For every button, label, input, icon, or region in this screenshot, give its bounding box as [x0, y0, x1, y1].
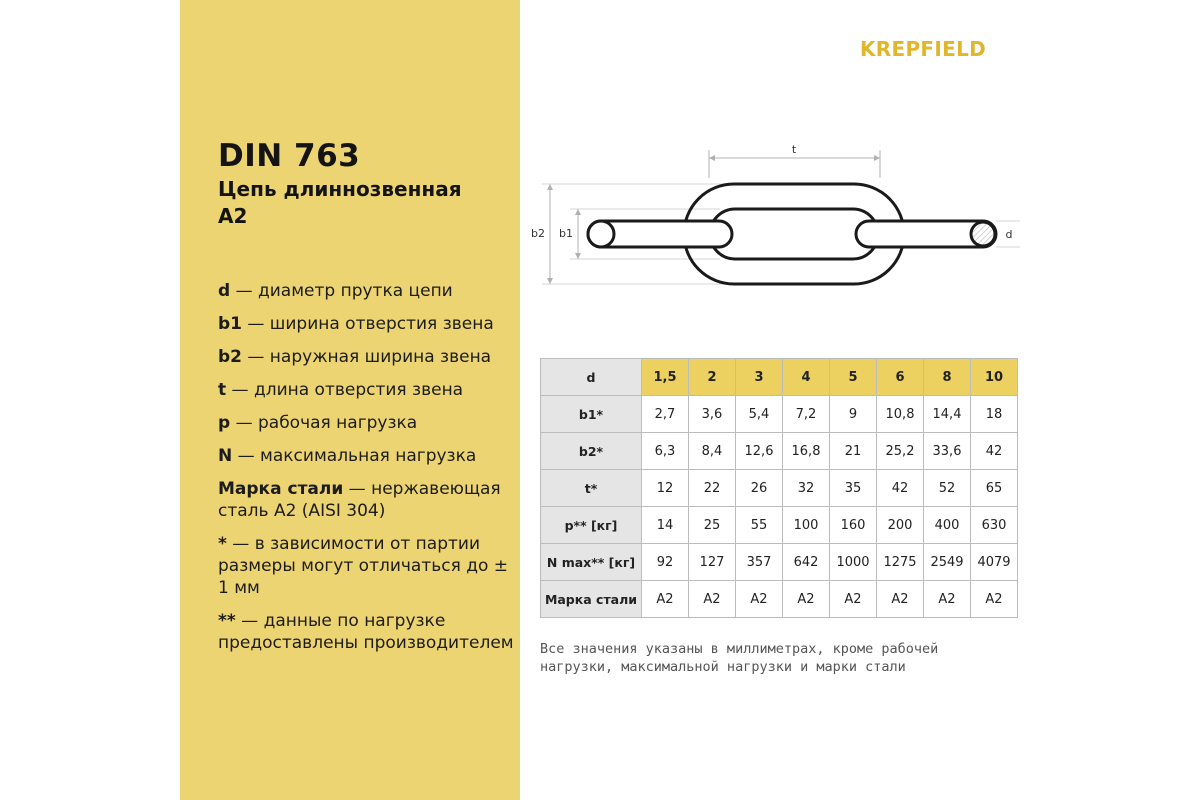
table-row	[541, 470, 1018, 507]
legend-item-star: * — в зависимости от партии размеры могут отличаться до ± 1 мм	[218, 534, 509, 598]
column-header: 5	[830, 359, 877, 396]
column-header: 4	[783, 359, 830, 396]
table-cell: 5,4	[736, 396, 783, 433]
table-row	[541, 396, 1018, 433]
legend-item-b1: b1 — ширина отверстия звена	[218, 314, 494, 334]
legend-list	[218, 280, 518, 665]
table-cell: 16,8	[783, 433, 830, 470]
table-cell: А2	[877, 581, 924, 618]
label-t: t	[791, 143, 797, 156]
dimension-d	[996, 221, 1020, 247]
row-header: b2*	[541, 433, 642, 470]
column-header: 3	[736, 359, 783, 396]
table-cell: 400	[924, 507, 971, 544]
table-cell: 1000	[830, 544, 877, 581]
table-row	[541, 433, 1018, 470]
table-cell: 10,8	[877, 396, 924, 433]
table-cell: 357	[736, 544, 783, 581]
table-cell: 3,6	[689, 396, 736, 433]
table-cell: 18	[971, 396, 1018, 433]
column-header: 10	[971, 359, 1018, 396]
row-header: b1*	[541, 396, 642, 433]
table-cell: 2,7	[642, 396, 689, 433]
table-cell: 12	[642, 470, 689, 507]
row-header: Марка стали	[541, 581, 642, 618]
table-cell: 12,6	[736, 433, 783, 470]
legend-item-n: N — максимальная нагрузка	[218, 446, 477, 466]
table-row	[541, 544, 1018, 581]
column-header: 6	[877, 359, 924, 396]
label-d: d	[1005, 228, 1013, 241]
table-cell: 32	[783, 470, 830, 507]
table-cell: 52	[924, 470, 971, 507]
table-cell: 4079	[971, 544, 1018, 581]
table-cell: 92	[642, 544, 689, 581]
column-header: 8	[924, 359, 971, 396]
table-cell: А2	[924, 581, 971, 618]
subtitle-line-2: А2	[218, 204, 248, 228]
table-cell: 200	[877, 507, 924, 544]
dimension-t	[709, 143, 880, 178]
units-note: Все значения указаны в миллиметрах, кроме рабочей нагрузки, максимальной нагрузки и марки стали	[540, 641, 939, 675]
table-cell: 160	[830, 507, 877, 544]
table-cell: 8,4	[689, 433, 736, 470]
legend-item-steel: Марка стали — нержавеющая сталь А2 (AISI 304)	[218, 479, 501, 521]
cross-section	[971, 222, 995, 246]
table-cell: А2	[642, 581, 689, 618]
chain-link-diagram	[520, 130, 1040, 300]
center-link-inner	[710, 209, 878, 259]
table-cell: 33,6	[924, 433, 971, 470]
legend-item-p: p — рабочая нагрузка	[218, 413, 418, 433]
label-b2: b2	[531, 227, 545, 240]
table-cell: 642	[783, 544, 830, 581]
table-cell: А2	[783, 581, 830, 618]
table-row	[541, 581, 1018, 618]
table-cell: 1275	[877, 544, 924, 581]
table-cell: 127	[689, 544, 736, 581]
table-cell: А2	[736, 581, 783, 618]
row-header: t*	[541, 470, 642, 507]
row-header: p** [кг]	[541, 507, 642, 544]
table-cell: 2549	[924, 544, 971, 581]
table-cell: 65	[971, 470, 1018, 507]
table-cell: А2	[830, 581, 877, 618]
page-title: DIN 763	[218, 138, 361, 174]
table-cell: 21	[830, 433, 877, 470]
table-cell: 7,2	[783, 396, 830, 433]
table-cell: А2	[971, 581, 1018, 618]
column-header: 1,5	[642, 359, 689, 396]
table-cell: 9	[830, 396, 877, 433]
table-row	[541, 507, 1018, 544]
table-cell: 35	[830, 470, 877, 507]
legend-item-t: t — длина отверстия звена	[218, 380, 464, 400]
table-cell: 55	[736, 507, 783, 544]
table-cell: 22	[689, 470, 736, 507]
brand-logo: KREPFIELD	[860, 37, 987, 61]
table-cell: 14,4	[924, 396, 971, 433]
subtitle-line-1: Цепь длиннозвенная	[218, 177, 462, 201]
table-cell: 26	[736, 470, 783, 507]
legend-item-d: d — диаметр прутка цепи	[218, 281, 453, 301]
table-cell: 42	[877, 470, 924, 507]
table-cell: 42	[971, 433, 1018, 470]
table-cell: 100	[783, 507, 830, 544]
legend-item-double-star: ** — данные по нагрузке предоставлены производителем	[218, 611, 514, 653]
legend-item-b2: b2 — наружная ширина звена	[218, 347, 492, 367]
column-header: 2	[689, 359, 736, 396]
label-b1: b1	[559, 227, 573, 240]
table-cell: А2	[689, 581, 736, 618]
spec-table	[540, 358, 1018, 618]
table-cell: 25,2	[877, 433, 924, 470]
table-cell: 25	[689, 507, 736, 544]
row-header: N max** [кг]	[541, 544, 642, 581]
table-cell: 14	[642, 507, 689, 544]
table-cell: 6,3	[642, 433, 689, 470]
table-header-row	[541, 359, 1018, 396]
table-corner: d	[541, 359, 642, 396]
table-cell: 630	[971, 507, 1018, 544]
page-subtitle	[218, 176, 513, 230]
